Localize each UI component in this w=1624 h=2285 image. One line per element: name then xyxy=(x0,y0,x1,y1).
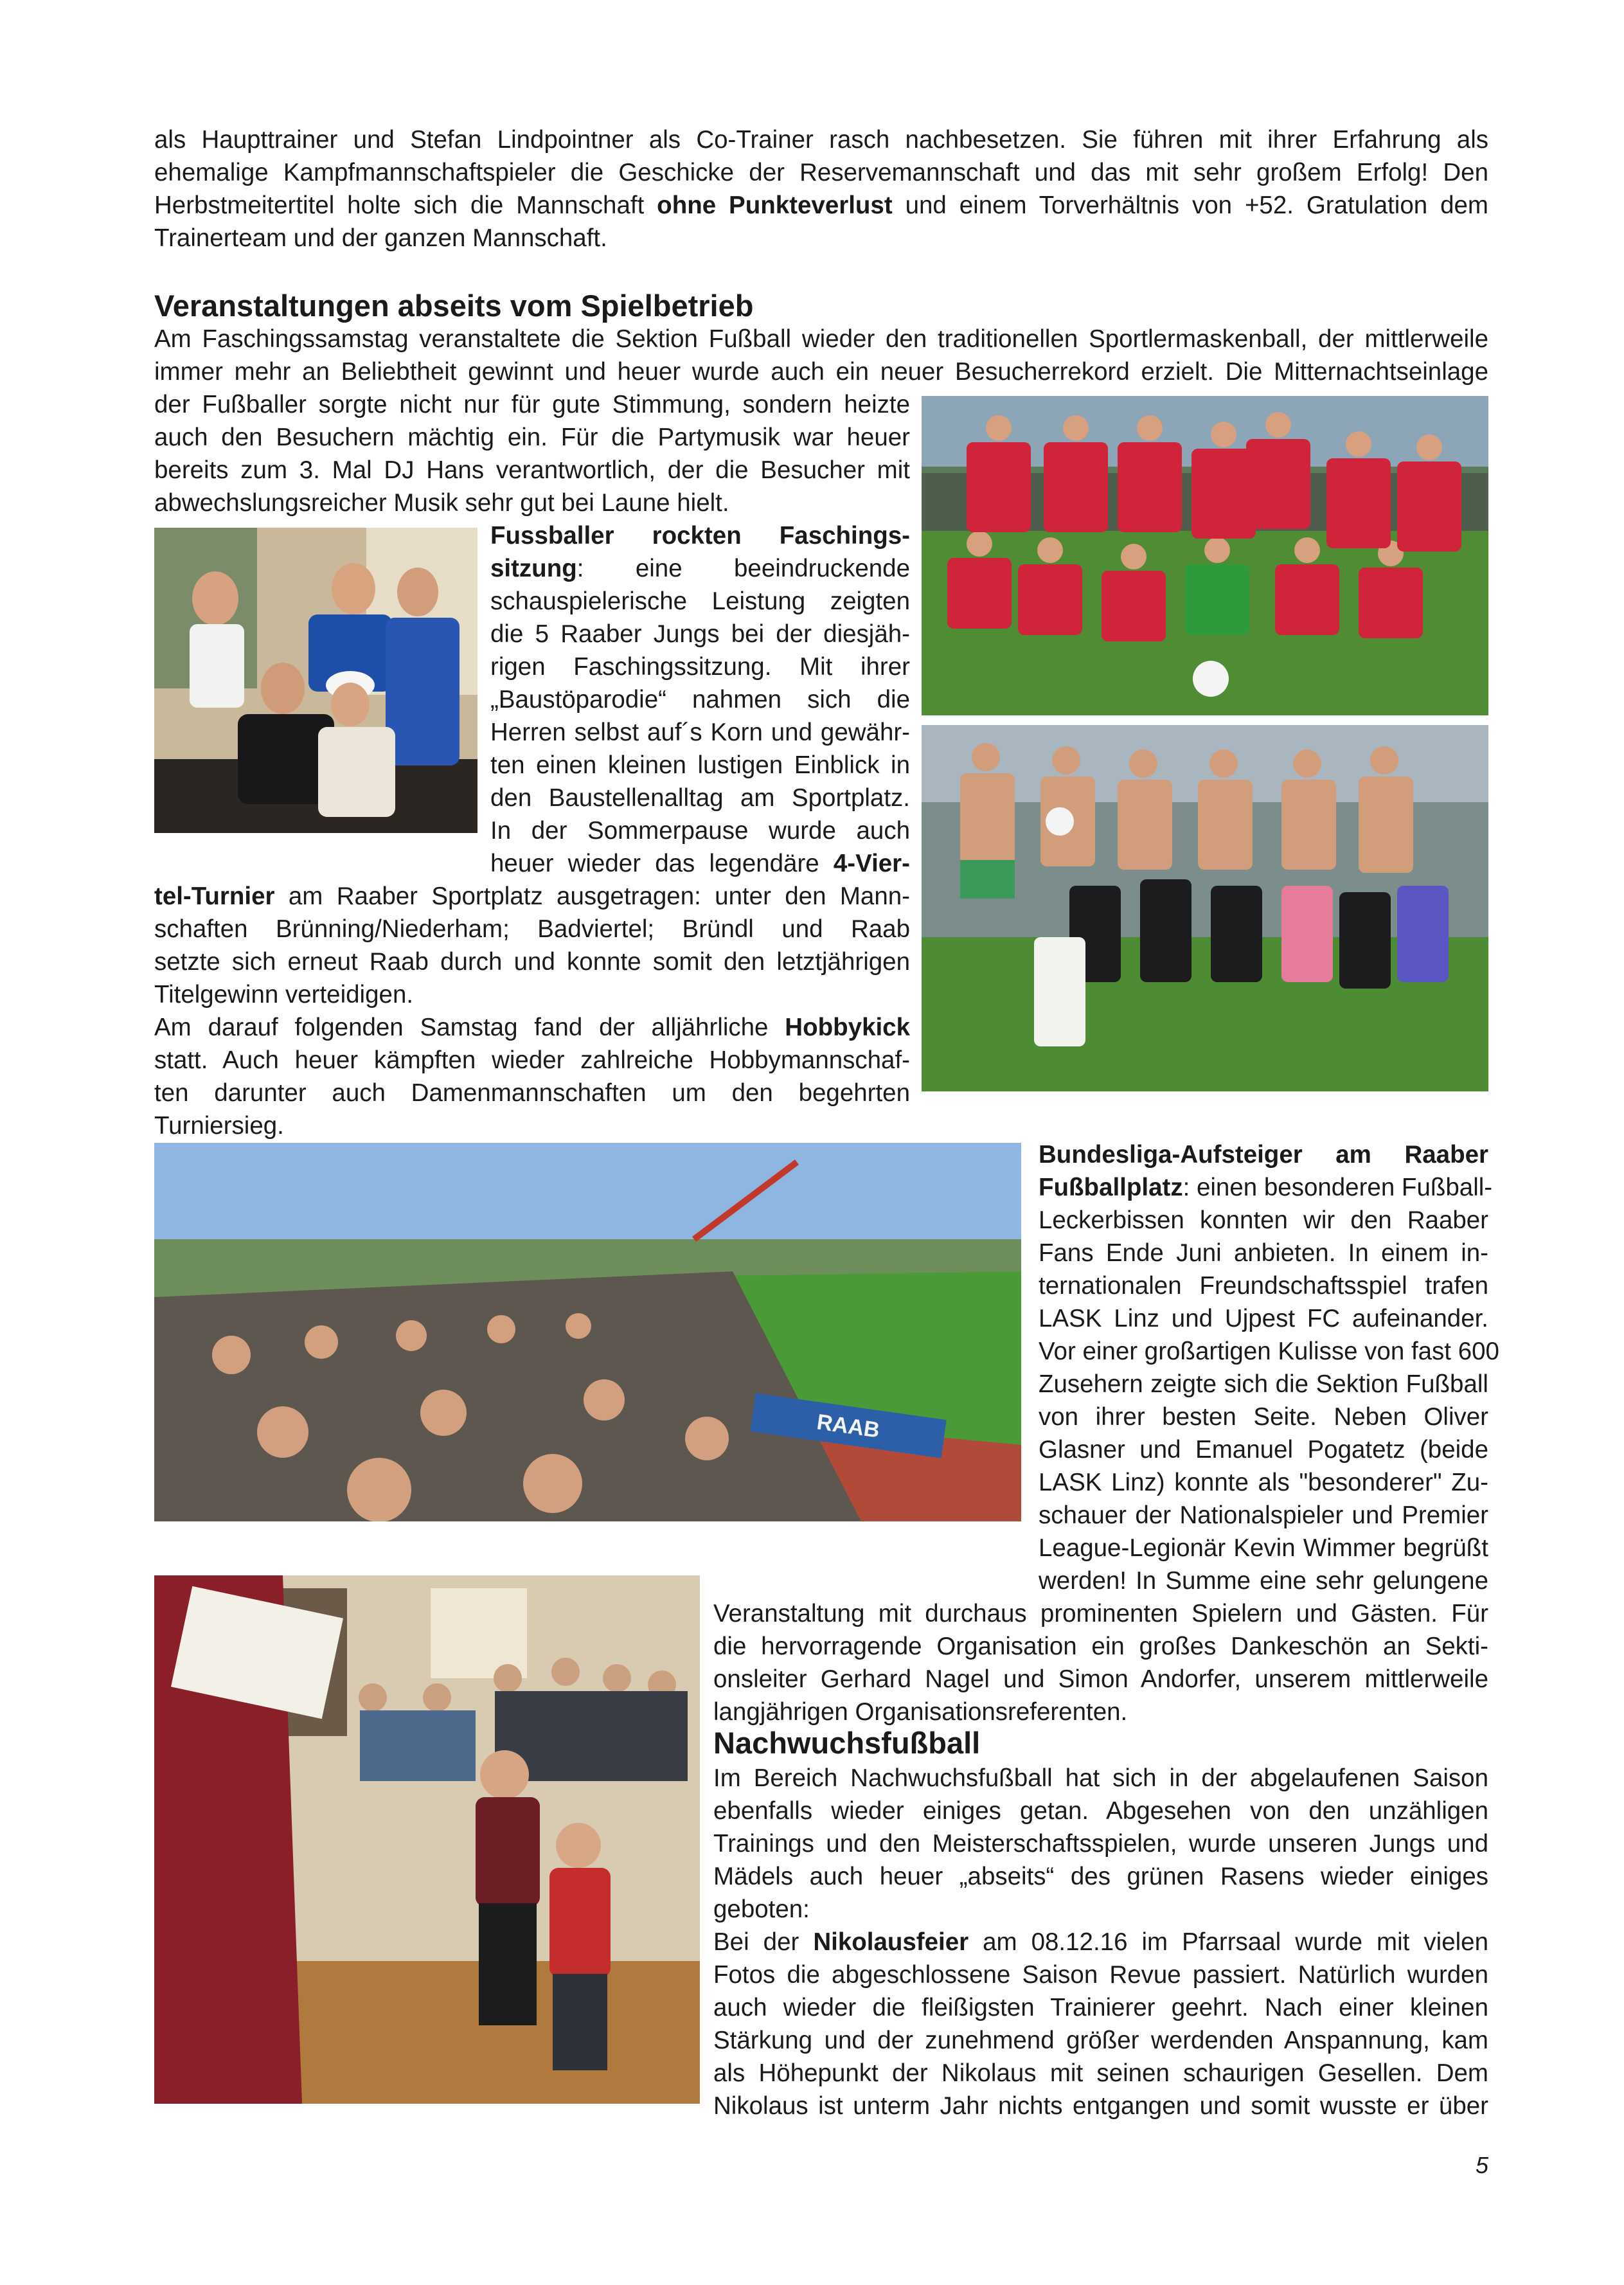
text-line: die hervorragende Organisation ein großes Dankeschön an Sekti- xyxy=(713,1633,1488,1660)
text-line: geboten: xyxy=(713,1895,810,1923)
text-line: sitzung: eine beeindruckende xyxy=(490,555,910,582)
text-line: Trainerteam und der ganzen Mannschaft. xyxy=(154,224,607,252)
text-line: werden! In Summe eine sehr gelungene xyxy=(1039,1567,1488,1595)
text-line: die 5 Raaber Jungs bei der diesjäh- xyxy=(490,620,910,648)
text-line: Turniersieg. xyxy=(154,1112,284,1140)
turnier-team-photo xyxy=(922,725,1488,1091)
text-line: Stärkung und der zunehmend größer werdenden Anspannung, kam xyxy=(713,2027,1488,2054)
text-line: von ihrer besten Seite. Neben Oliver xyxy=(1039,1403,1488,1431)
text-line: Veranstaltung mit durchaus prominenten Spielern und Gästen. Für xyxy=(713,1600,1488,1627)
team-photo xyxy=(922,396,1488,715)
text-line: Fans Ende Juni anbieten. In einem in- xyxy=(1039,1239,1488,1267)
text-line: Titelgewinn verteidigen. xyxy=(154,981,414,1008)
text-line: ten darunter auch Damenmannschaften um den begehrten xyxy=(154,1079,910,1107)
text-line: Leckerbissen konnten wir den Raaber xyxy=(1039,1206,1488,1234)
page-number: 5 xyxy=(1476,2152,1489,2178)
text-line: den Baustellenalltag am Sportplatz. xyxy=(490,784,910,812)
tournament-paragraph xyxy=(154,880,910,1142)
text-line: auch den Besuchern mächtig ein. Für die Partymusik war heuer xyxy=(154,424,910,451)
text-line: heuer wieder das legendäre 4-Vier- xyxy=(490,850,910,877)
carnival-photo xyxy=(154,528,477,833)
text-line: LASK Linz) konnte als "besonderer" Zu- xyxy=(1039,1469,1488,1496)
text-segment: und einem Torverhältnis von +52. Gratulation dem xyxy=(892,192,1488,219)
text-line: Trainings und den Meisterschaftsspielen, wurde unseren Jungs und xyxy=(713,1830,1488,1858)
text-line: rigen Faschingssitzung. Mit ihrer xyxy=(490,653,910,681)
text-line: Herren selbst auf´s Korn und gewähr- xyxy=(490,719,910,746)
text-line xyxy=(154,189,1488,222)
text-line: Am darauf folgenden Samstag fand der alljährliche Hobbykick xyxy=(154,1014,910,1041)
text-line: als Höhepunkt der Nikolaus mit seinen schaurigen Gesellen. Dem xyxy=(713,2059,1488,2087)
text-line: ternationalen Freundschaftsspiel trafen xyxy=(1039,1272,1488,1300)
text-line: Glasner und Emanuel Pogatetz (beide xyxy=(1039,1436,1488,1464)
intro-paragraph xyxy=(154,123,1488,255)
text-line: Im Bereich Nachwuchsfußball hat sich in der abgelaufenen Saison xyxy=(713,1764,1488,1792)
text-line: Bundesliga-Aufsteiger am Raaber xyxy=(1039,1141,1488,1169)
text-line: Am Faschingssamstag veranstaltete die Sektion Fußball wieder den traditionellen Sportlermaskenball, der mittlerweile xyxy=(154,325,1488,353)
section-heading-events: Veranstaltungen abseits vom Spielbetrieb xyxy=(154,289,754,323)
bold-phrase: ohne Punkteverlust xyxy=(657,192,893,219)
text-line: auch wieder die fleißigsten Trainierer geehrt. Nach einer kleinen xyxy=(713,1994,1488,2021)
text-line: onsleiter Gerhard Nagel und Simon Andorfer, unserem mittlerweile xyxy=(713,1665,1488,1693)
nikolaus-photo xyxy=(154,1575,700,2104)
text-line: League-Legionär Kevin Wimmer begrüßt xyxy=(1039,1534,1488,1562)
text-line: Bei der Nikolausfeier am 08.12.16 im Pfarrsaal wurde mit vielen xyxy=(713,1928,1488,1956)
events-paragraph-party xyxy=(154,388,910,519)
text-line: ebenfalls wieder einiges getan. Abgesehen von den unzähligen xyxy=(713,1797,1488,1825)
text-line: bereits zum 3. Mal DJ Hans verantwortlich, der die Besucher mit xyxy=(154,456,910,484)
text-line: statt. Auch heuer kämpften wieder zahlreiche Hobbymannschaf- xyxy=(154,1046,910,1074)
text-line: Fussballer rockten Faschings- xyxy=(490,522,910,550)
text-line: Nikolaus ist unterm Jahr nichts entgangen und somit wusste er über xyxy=(713,2092,1488,2120)
text-line: langjährigen Organisationsreferenten. xyxy=(713,1698,1128,1726)
text-line: Fußballplatz: einen besonderen Fußball- xyxy=(1039,1174,1493,1201)
text-line: der Fußballer sorgte nicht nur für gute Stimmung, sondern heizte xyxy=(154,391,910,418)
banner-text: RAAB xyxy=(815,1410,882,1443)
text-line: Zusehern zeigte sich die Sektion Fußball xyxy=(1039,1370,1488,1398)
stadium-crowd-photo xyxy=(154,1143,1021,1521)
text-line: LASK Linz und Ujpest FC aufeinander. xyxy=(1039,1305,1488,1332)
text-segment: Herbstmeitertitel holte sich die Mannschaft xyxy=(154,192,657,219)
events-paragraph-intro xyxy=(154,323,1488,388)
text-line: Mädels auch heuer „abseits“ des grünen Rasens wieder einiges xyxy=(713,1863,1488,1890)
section-heading-youth: Nachwuchsfußball xyxy=(713,1726,981,1760)
text-line: abwechslungsreicher Musik sehr gut bei Laune hielt. xyxy=(154,489,729,517)
youth-paragraph xyxy=(713,1762,1488,2122)
text-line: Vor einer großartigen Kulisse von fast 600 xyxy=(1039,1338,1499,1365)
text-line: schauspielerische Leistung zeigten xyxy=(490,587,910,615)
text-line: ehemalige Kampfmannschaftspieler die Geschicke der Reservemannschaft und das mit sehr großem Erfolg! Den xyxy=(154,159,1488,186)
text-line: schaften Brünning/Niederham; Badviertel; Bründl und Raab xyxy=(154,915,910,943)
text-line: setzte sich erneut Raab durch und konnte somit den letztjährigen xyxy=(154,948,910,976)
text-line: In der Sommerpause wurde auch xyxy=(490,817,910,845)
text-line: tel-Turnier am Raaber Sportplatz ausgetragen: unter den Mann- xyxy=(154,883,910,910)
text-line: als Haupttrainer und Stefan Lindpointner als Co-Trainer rasch nachbesetzen. Sie führen mit ihrer Erfahrung als xyxy=(154,126,1488,154)
text-line: immer mehr an Beliebtheit gewinnt und heuer wurde auch ein neuer Besucherrekord erzielt. Die Mitternachtseinlage xyxy=(154,358,1488,386)
text-line: schauer der Nationalspieler und Premier xyxy=(1039,1501,1488,1529)
text-line: Fotos die abgeschlossene Saison Revue passiert. Natürlich wurden xyxy=(713,1961,1488,1989)
carnival-caption xyxy=(490,519,910,880)
text-line: „Baustöparodie“ nahmen sich die xyxy=(490,686,910,713)
text-line: ten einen kleinen lustigen Einblick in xyxy=(490,751,910,779)
